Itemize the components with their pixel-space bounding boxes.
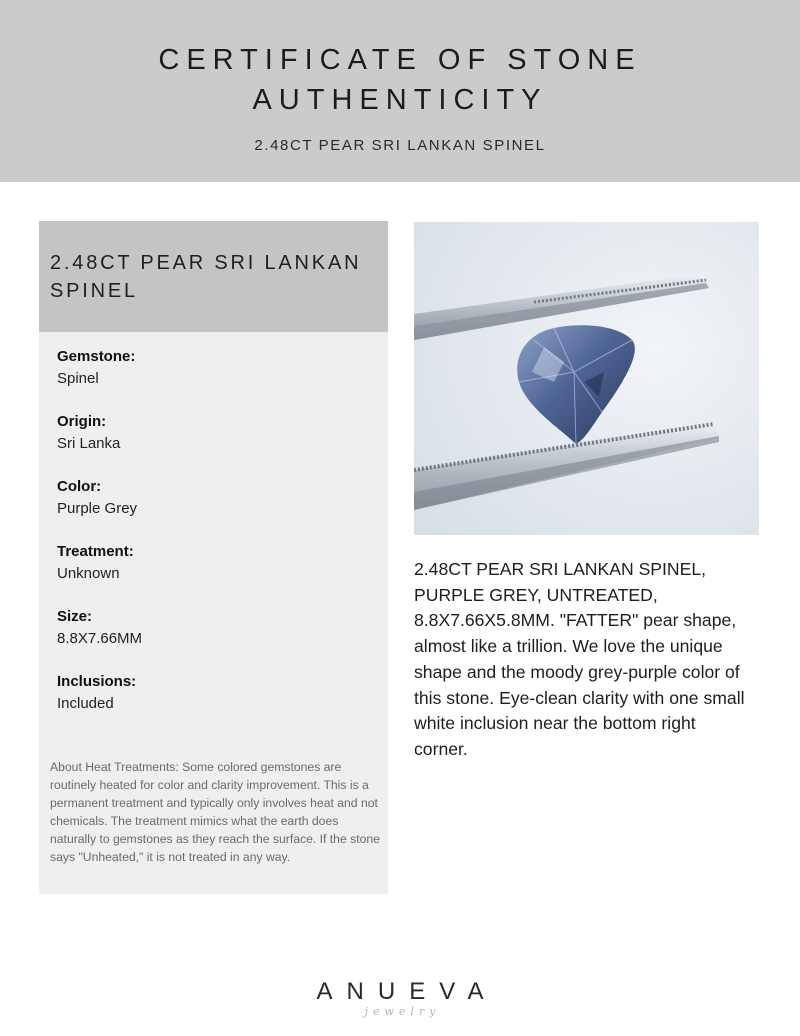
spec-label: Gemstone: (57, 348, 136, 365)
spec-list (57, 346, 377, 736)
page-title: CERTIFICATE OF STONE AUTHENTICITY (158, 44, 642, 116)
stone-name-header (39, 221, 388, 332)
brand-name: ANUEVA (316, 978, 498, 1005)
spec-size (57, 606, 377, 671)
stone-details-panel (39, 221, 388, 894)
spec-value: Unknown (57, 565, 120, 582)
spec-color (57, 476, 377, 541)
spec-label: Size: (57, 608, 93, 625)
spec-gemstone (57, 346, 377, 411)
spec-value: 8.8X7.66MM (57, 630, 143, 647)
brand-tagline: jewelry (364, 1005, 441, 1018)
spec-value: Included (57, 695, 114, 712)
stone-photo (414, 222, 759, 535)
spec-value: Purple Grey (57, 500, 138, 517)
page-subtitle: 2.48CT PEAR SRI LANKAN SPINEL (254, 137, 546, 154)
spec-label: Inclusions: (57, 673, 137, 690)
brand-logo (0, 978, 800, 1018)
certificate-header (0, 0, 800, 182)
spec-value: Spinel (57, 370, 99, 387)
stone-name: 2.48CT PEAR SRI LANKAN SPINEL (50, 252, 362, 302)
heat-treatment-note: About Heat Treatments: Some colored gemstones are routinely heated for color and clarity improvement. This is a permanent treatment and typically only involves heat and not chemicals. The treatment mimics what the earth does naturally to gemstones as they reach the surface. If the stone says "Unheated," it is not treated in any way. (50, 760, 380, 864)
spec-treatment (57, 541, 377, 606)
spec-origin (57, 411, 377, 476)
spec-label: Origin: (57, 413, 107, 430)
spec-value: Sri Lanka (57, 435, 121, 452)
spec-label: Treatment: (57, 543, 134, 560)
stone-description: 2.48CT PEAR SRI LANKAN SPINEL, PURPLE GREY, UNTREATED, 8.8X7.66X5.8MM. "FATTER" pear shape, almost like a trillion. We love the unique shape and the moody grey-purple color of this stone. Eye-clean clarity with one small white inclusion near the bottom right corner. (414, 559, 745, 759)
spec-inclusions (57, 671, 377, 736)
spec-label: Color: (57, 478, 102, 495)
spinel-in-tweezers-illustration (414, 222, 759, 535)
